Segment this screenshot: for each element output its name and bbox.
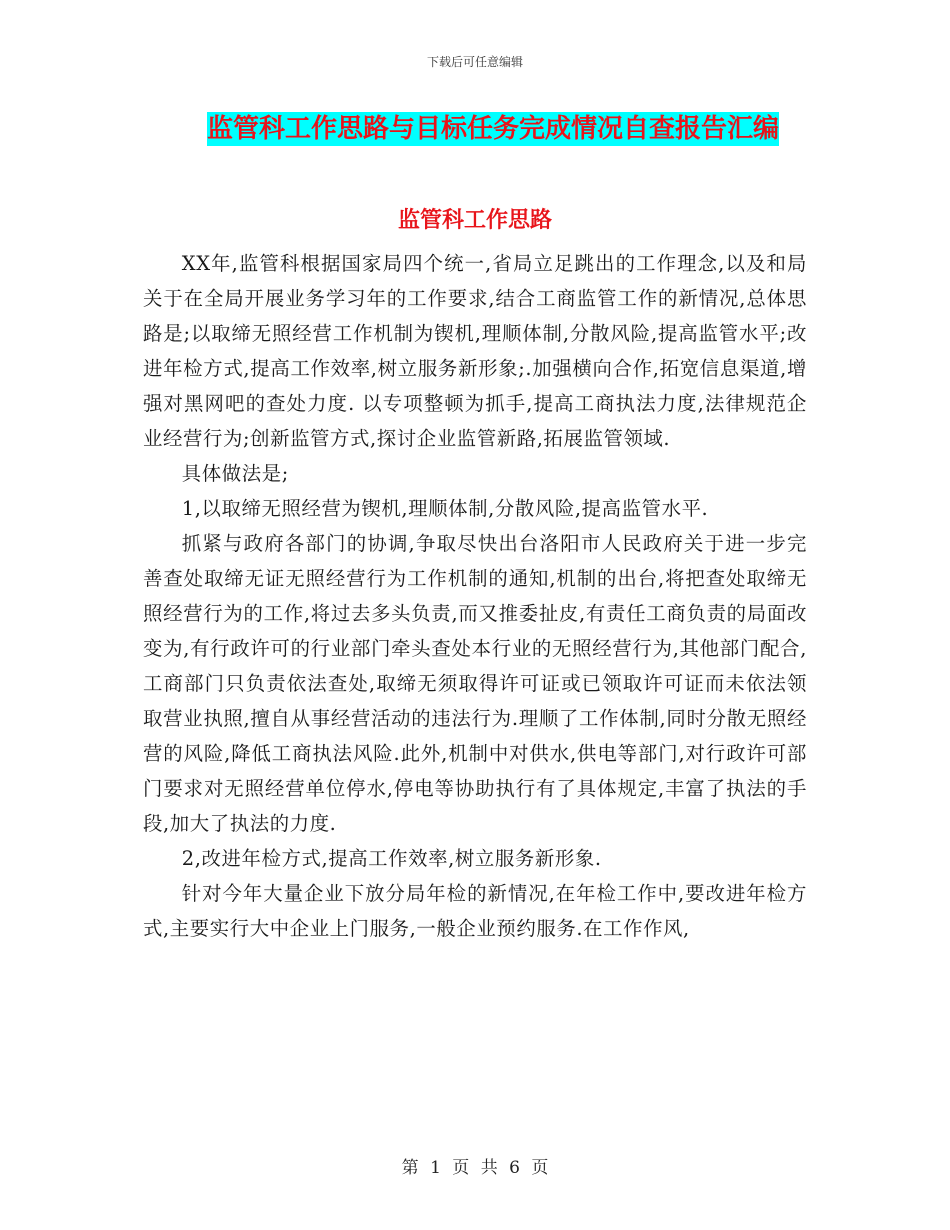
paragraph-point-1: 1,以取缔无照经营为锲机,理顺体制,分散风险,提高监管水平. [181,497,709,520]
section-title: 监管科工作思路 [397,208,552,233]
page-number-footer: 第 1 页 共 6 页 [401,1158,549,1178]
paragraph-approach-intro: 具体做法是; [181,462,289,485]
document-body [143,246,807,946]
header-note: 下载后可任意编辑 [426,55,523,69]
paragraph-overview: XX年,监管科根据国家局四个统一,省局立足跳出的工作理念,以及和局关于在全局开展业务学习年的工作要求,结合工商监管工作的新情况,总体思路是;以取缔无照经营工作机制为锲机,理顺体制,分散风险,提高监管水平;改进年检方式,提高工作效率,树立服务新形象;.加强横向合作,拓宽信息渠道,增强对黑网吧的查处力度. 以专项整顿为抓手,提高工商执法力度,法律规范企业经营行为;创新监管方式,探讨企业监管新路,拓展监管领域. [143,252,807,450]
paragraph-point-2: 2,改进年检方式,提高工作效率,树立服务新形象. [181,847,602,870]
document-title: 监管科工作思路与目标任务完成情况自查报告汇编 [207,114,780,144]
paragraph-point-2-detail: 针对今年大量企业下放分局年检的新情况,在年检工作中,要改进年检方式,主要实行大中企业上门服务,一般企业预约服务.在工作作风, [143,882,807,940]
paragraph-point-1-detail: 抓紧与政府各部门的协调,争取尽快出台洛阳市人民政府关于进一步完善查处取缔无证无照经营行为工作机制的通知,机制的出台,将把查处取缔无照经营行为的工作,将过去多头负责,而又推委扯皮,有责任工商负责的局面改变为,有行政许可的行业部门牵头查处本行业的无照经营行为,其他部门配合,工商部门只负责依法查处,取缔无须取得许可证或已领取许可证而未依法领取营业执照,擅自从事经营活动的违法行为.理顺了工作体制,同时分散无照经营的风险,降低工商执法风险.此外,机制中对供水,供电等部门,对行政许可部门要求对无照经营单位停水,停电等协助执行有了具体规定,丰富了执法的手段,加大了执法的力度. [143,532,807,835]
